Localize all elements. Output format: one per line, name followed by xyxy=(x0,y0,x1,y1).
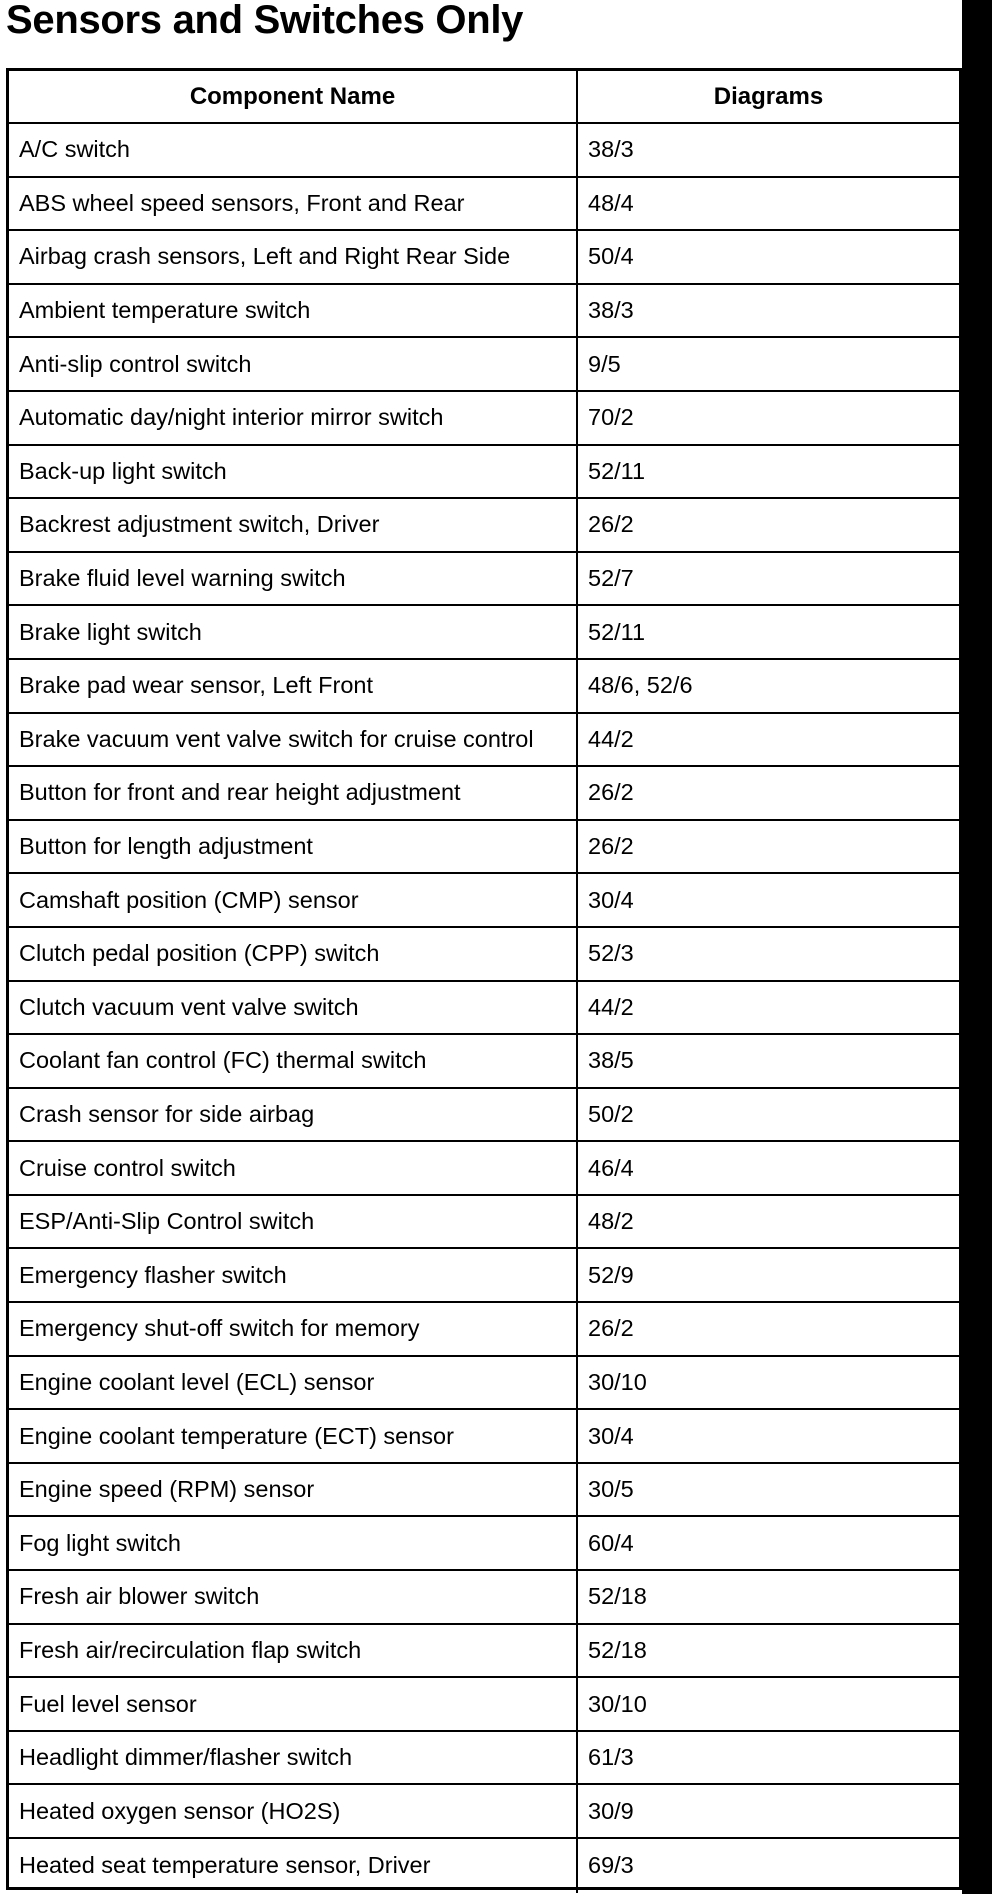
table-row xyxy=(9,1625,959,1679)
component-name-cell: Coolant fan control (FC) thermal switch xyxy=(9,1035,578,1087)
diagrams-cell: 26/2 xyxy=(588,511,634,538)
table-header-row xyxy=(9,71,959,124)
diagrams-cell: 50/4 xyxy=(588,243,634,270)
diagrams-cell: 30/10 xyxy=(588,1368,647,1395)
table-row xyxy=(9,1303,959,1357)
component-name-cell: Heated seat temperature sensor, Driver xyxy=(9,1839,578,1893)
diagrams-cell: 48/4 xyxy=(588,189,634,216)
component-name-cell: Cruise control switch xyxy=(9,1142,578,1194)
table-row xyxy=(9,1357,959,1411)
component-name-cell: Fuel level sensor xyxy=(9,1678,578,1730)
component-name-cell: Fresh air blower switch xyxy=(9,1571,578,1623)
component-name-cell: Fog light switch xyxy=(9,1517,578,1569)
table-row xyxy=(9,553,959,607)
component-name-cell: Fresh air/recirculation flap switch xyxy=(9,1625,578,1677)
component-name-cell: Emergency shut-off switch for memory xyxy=(9,1303,578,1355)
table-row xyxy=(9,1517,959,1571)
component-name-cell: Brake fluid level warning switch xyxy=(9,553,578,605)
component-name-cell: Heated oxygen sensor (HO2S) xyxy=(9,1785,578,1837)
diagrams-cell: 44/2 xyxy=(588,993,634,1020)
diagrams-cell: 52/7 xyxy=(588,565,634,592)
diagrams-cell: 26/2 xyxy=(588,779,634,806)
table-row xyxy=(9,392,959,446)
component-name-cell: Airbag crash sensors, Left and Right Rear Side xyxy=(9,231,578,283)
table-row xyxy=(9,1839,959,1893)
page-title: Sensors and Switches Only xyxy=(6,0,524,42)
table-row xyxy=(9,1410,959,1464)
table-row xyxy=(9,178,959,232)
table-row xyxy=(9,231,959,285)
component-name-cell: Engine speed (RPM) sensor xyxy=(9,1464,578,1516)
diagrams-cell: 52/18 xyxy=(588,1636,647,1663)
table-row xyxy=(9,1196,959,1250)
table-row xyxy=(9,982,959,1036)
table-row xyxy=(9,124,959,178)
component-name-cell: Engine coolant level (ECL) sensor xyxy=(9,1357,578,1409)
diagrams-cell: 48/2 xyxy=(588,1208,634,1235)
component-name-cell: Button for length adjustment xyxy=(9,821,578,873)
table-row xyxy=(9,714,959,768)
diagrams-cell: 38/3 xyxy=(588,136,634,163)
table-row xyxy=(9,1142,959,1196)
table-row xyxy=(9,338,959,392)
table-body xyxy=(9,124,959,1893)
component-name-cell: Automatic day/night interior mirror switch xyxy=(9,392,578,444)
diagrams-cell: 38/3 xyxy=(588,297,634,324)
component-name-cell: Crash sensor for side airbag xyxy=(9,1089,578,1141)
component-name-cell: Anti-slip control switch xyxy=(9,338,578,390)
diagrams-cell: 70/2 xyxy=(588,404,634,431)
component-name-cell: Camshaft position (CMP) sensor xyxy=(9,874,578,926)
diagrams-cell: 69/3 xyxy=(588,1852,634,1879)
table-row xyxy=(9,767,959,821)
diagrams-cell: 61/3 xyxy=(588,1744,634,1771)
table-row xyxy=(9,1249,959,1303)
diagrams-cell: 52/11 xyxy=(588,457,646,484)
diagrams-cell: 30/4 xyxy=(588,1422,634,1449)
component-name-cell: Clutch vacuum vent valve switch xyxy=(9,982,578,1034)
component-name-cell: Engine coolant temperature (ECT) sensor xyxy=(9,1410,578,1462)
component-name-cell: Clutch pedal position (CPP) switch xyxy=(9,928,578,980)
component-name-cell: Ambient temperature switch xyxy=(9,285,578,337)
diagrams-cell: 26/2 xyxy=(588,833,634,860)
diagrams-cell: 60/4 xyxy=(588,1529,634,1556)
diagrams-cell: 44/2 xyxy=(588,725,634,752)
table-row xyxy=(9,499,959,553)
diagrams-cell: 52/18 xyxy=(588,1583,647,1610)
component-name-cell: A/C switch xyxy=(9,124,578,176)
diagrams-cell: 48/6, 52/6 xyxy=(588,672,693,699)
component-name-cell: Emergency flasher switch xyxy=(9,1249,578,1301)
table-row xyxy=(9,285,959,339)
diagrams-cell: 46/4 xyxy=(588,1154,634,1181)
component-name-cell: Brake vacuum vent valve switch for cruise control xyxy=(9,714,578,766)
diagrams-cell: 26/2 xyxy=(588,1315,634,1342)
table-row xyxy=(9,1785,959,1839)
component-name-cell: Button for front and rear height adjustment xyxy=(9,767,578,819)
header-diagrams: Diagrams xyxy=(713,82,824,110)
component-name-cell: Backrest adjustment switch, Driver xyxy=(9,499,578,551)
component-name-cell: Brake pad wear sensor, Left Front xyxy=(9,660,578,712)
component-table xyxy=(6,68,962,1890)
component-name-cell: Brake light switch xyxy=(9,606,578,658)
table-row xyxy=(9,1571,959,1625)
diagrams-cell: 38/5 xyxy=(588,1047,634,1074)
diagrams-cell: 30/10 xyxy=(588,1690,647,1717)
table-row xyxy=(9,1035,959,1089)
table-row xyxy=(9,660,959,714)
component-name-cell: ESP/Anti-Slip Control switch xyxy=(9,1196,578,1248)
component-name-cell: ABS wheel speed sensors, Front and Rear xyxy=(9,178,578,230)
table-row xyxy=(9,446,959,500)
table-row xyxy=(9,1089,959,1143)
diagrams-cell: 52/9 xyxy=(588,1261,634,1288)
table-row xyxy=(9,1464,959,1518)
table-row xyxy=(9,1678,959,1732)
diagrams-cell: 50/2 xyxy=(588,1100,634,1127)
diagrams-cell: 30/4 xyxy=(588,886,634,913)
component-name-cell: Back-up light switch xyxy=(9,446,578,498)
diagrams-cell: 9/5 xyxy=(588,350,621,377)
diagrams-cell: 52/11 xyxy=(588,618,646,645)
header-component-name: Component Name xyxy=(9,71,578,122)
component-name-cell: Headlight dimmer/flasher switch xyxy=(9,1732,578,1784)
table-row xyxy=(9,1732,959,1786)
table-row xyxy=(9,928,959,982)
table-row xyxy=(9,874,959,928)
table-row xyxy=(9,606,959,660)
table-row xyxy=(9,821,959,875)
page-edge-bar xyxy=(962,0,992,1894)
diagrams-cell: 52/3 xyxy=(588,940,634,967)
diagrams-cell: 30/5 xyxy=(588,1476,634,1503)
diagrams-cell: 30/9 xyxy=(588,1797,634,1824)
